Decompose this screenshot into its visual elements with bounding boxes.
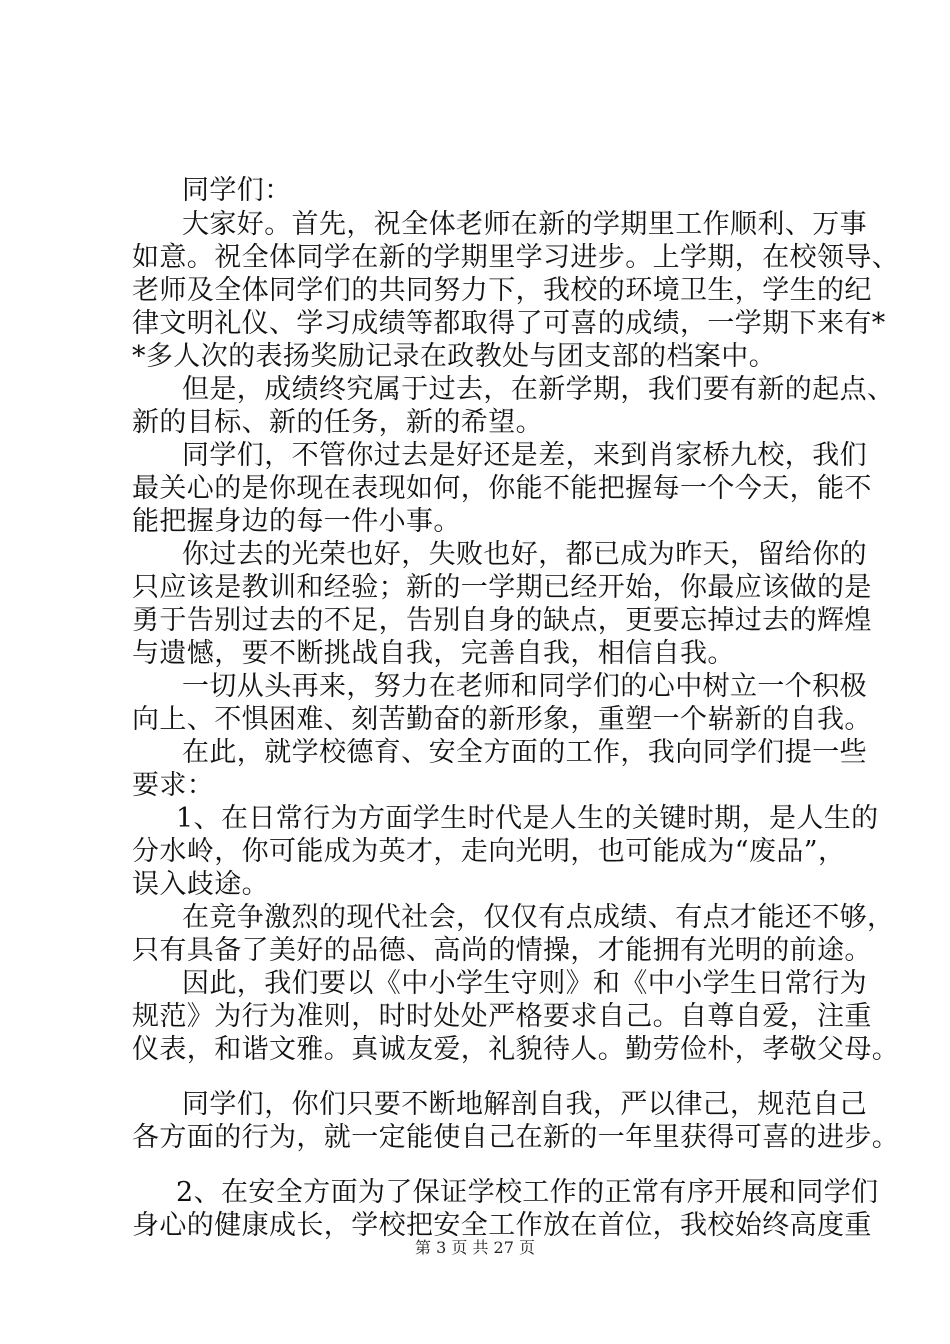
- text-line: 只有具备了美好的品德、高尚的情操，才能拥有光明的前途。: [132, 935, 872, 966]
- text-line: 规范》为行为准则，时时处处严格要求自己。自尊自爱，注重: [132, 1001, 872, 1032]
- text-line: 同学们：: [182, 175, 292, 206]
- text-line: 要求：: [132, 770, 215, 801]
- text-line: 能把握身边的每一件小事。: [132, 506, 461, 537]
- text-line: 2、在安全方面为了保证学校工作的正常有序开展和同学们: [176, 1177, 879, 1208]
- text-line: 在此，就学校德育、安全方面的工作，我向同学们提一些: [182, 737, 867, 768]
- text-line: 因此，我们要以《中小学生守则》和《中小学生日常行为: [182, 968, 867, 999]
- text-line: 新的目标、新的任务，新的希望。: [132, 407, 543, 438]
- text-line: 各方面的行为，就一定能使自己在新的一年里获得可喜的进步。: [132, 1122, 900, 1153]
- text-line: 最关心的是你现在表现如何，你能不能把握每一个今天，能不: [132, 473, 872, 504]
- text-line: 与遗憾，要不断挑战自我，完善自我，相信自我。: [132, 638, 735, 669]
- text-line: 只应该是教训和经验；新的一学期已经开始，你最应该做的是: [132, 572, 872, 603]
- text-line: 分水岭，你可能成为英才，走向光明，也可能成为“废品”，: [132, 836, 846, 867]
- text-line: 同学们，你们只要不断地解剖自我，严以律己，规范自己: [182, 1089, 867, 1120]
- text-line: 勇于告别过去的不足，告别自身的缺点，更要忘掉过去的辉煌: [132, 605, 872, 636]
- text-line: 身心的健康成长，学校把安全工作放在首位，我校始终高度重: [132, 1210, 872, 1241]
- page-number-footer: 第 3 页 共 27 页: [415, 1238, 535, 1257]
- text-line: 律文明礼仪、学习成绩等都取得了可喜的成绩，一学期下来有*: [132, 308, 886, 339]
- text-line: 在竞争激烈的现代社会，仅仅有点成绩、有点才能还不够，: [182, 902, 895, 933]
- text-line: 一切从头再来，努力在老师和同学们的心中树立一个积极: [182, 671, 867, 702]
- text-line: 你过去的光荣也好，失败也好，都已成为昨天，留给你的: [182, 539, 867, 570]
- text-line: *多人次的表扬奖励记录在政教处与团支部的档案中。: [132, 341, 777, 372]
- text-line: 误入歧途。: [132, 869, 269, 900]
- text-line: 大家好。首先，祝全体老师在新的学期里工作顺利、万事: [182, 209, 867, 240]
- text-line: 向上、不惧困难、刻苦勤奋的新形象，重塑一个崭新的自我。: [132, 704, 872, 735]
- text-line: 同学们，不管你过去是好还是差，来到肖家桥九校，我们: [182, 440, 867, 471]
- text-line: 1、在日常行为方面学生时代是人生的关键时期，是人生的: [176, 803, 879, 834]
- text-line: 如意。祝全体同学在新的学期里学习进步。上学期，在校领导、: [132, 242, 900, 273]
- text-line: 仪表，和谐文雅。真诚友爱，礼貌待人。勤劳俭朴，孝敬父母。: [132, 1034, 900, 1065]
- text-line: 但是，成绩终究属于过去，在新学期，我们要有新的起点、: [182, 374, 895, 405]
- text-line: 老师及全体同学们的共同努力下，我校的环境卫生，学生的纪: [132, 275, 872, 306]
